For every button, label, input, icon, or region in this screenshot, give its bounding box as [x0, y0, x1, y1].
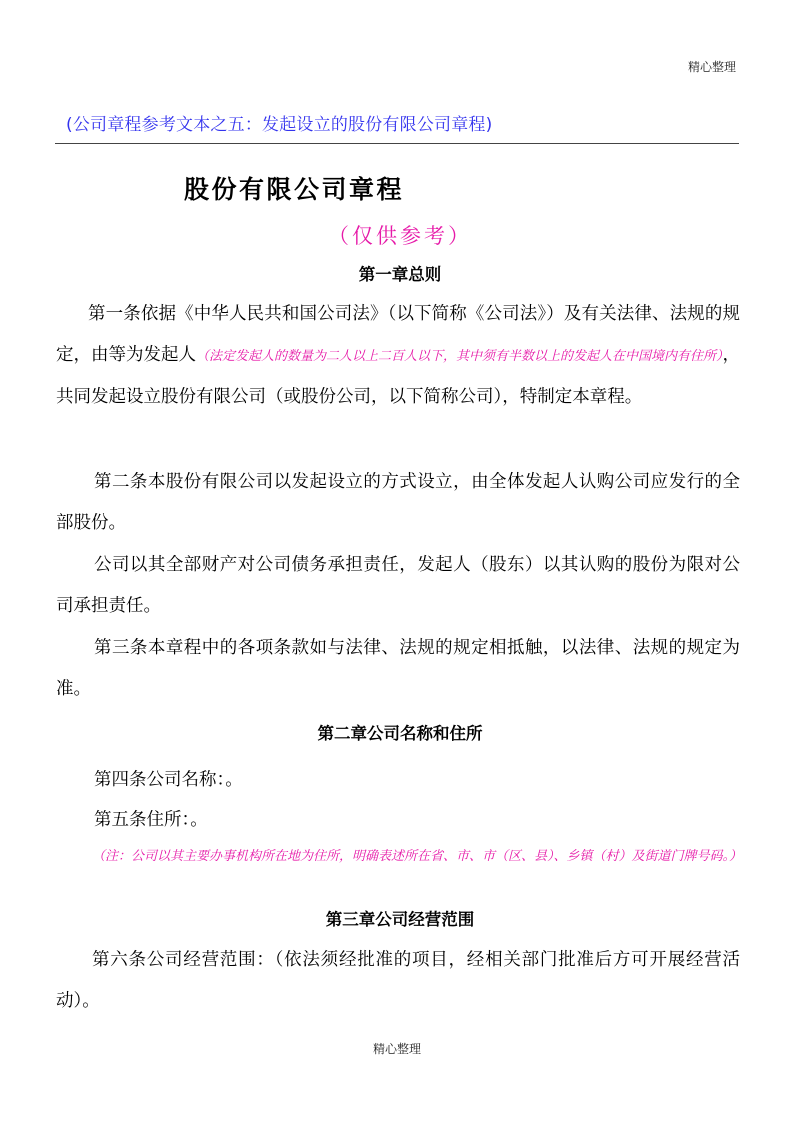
article-1-text-end: ，共同发起设立股份有限公司（或股份公司，以下简称公司），特制定本章程。 [56, 345, 741, 407]
chapter-heading-3: 第三章公司经营范围 [325, 910, 475, 929]
article-1-paragraph [56, 294, 740, 418]
chapter-heading-1: 第一章总则 [358, 265, 442, 284]
article-5-address-note: （注：公司以其主要办事机构所在地为住所，明确表述所在省、市、市（区、县）、乡镇（村）及街道门牌号码。） [92, 849, 743, 864]
article-5-paragraph: 第五条住所：。 [94, 810, 208, 830]
document-subtitle: (公司章程参考文本之五：发起设立的股份有限公司章程) [66, 115, 493, 135]
liability-paragraph: 公司以其全部财产对公司债务承担责任，发起人（股东）以其认购的股份为限对公司承担责任。 [56, 555, 740, 616]
article-1-founder-note: （法定发起人的数量为二人以上二百人以下，其中须有半数以上的发起人在中国境内有住所） [196, 349, 723, 364]
footer-note: 精心整理 [372, 1042, 421, 1056]
article-3-paragraph: 第三条本章程中的各项条款如与法律、法规的规定相抵触，以法律、法规的规定为准。 [56, 638, 740, 699]
chapter-heading-2: 第二章公司名称和住所 [317, 724, 483, 743]
article-4-paragraph: 第四条公司名称：。 [94, 770, 243, 790]
article-2-paragraph: 第二条本股份有限公司以发起设立的方式设立，由全体发起人认购公司应发行的全部股份。 [56, 472, 740, 533]
reference-only-note: （仅供参考） [328, 224, 472, 248]
article-6-paragraph: 第六条公司经营范围：（依法须经批准的项目，经相关部门批准后方可开展经营活动）。 [56, 950, 740, 1011]
article-1-text-start: 第一条依据《中华人民共和国公司法》（以下简称《公司法》）及有关法律、法规的规定，由等为发起人 [56, 304, 740, 365]
header-note: 精心整理 [687, 60, 736, 74]
page-title: 股份有限公司章程 [184, 175, 405, 204]
header-divider [55, 143, 739, 144]
